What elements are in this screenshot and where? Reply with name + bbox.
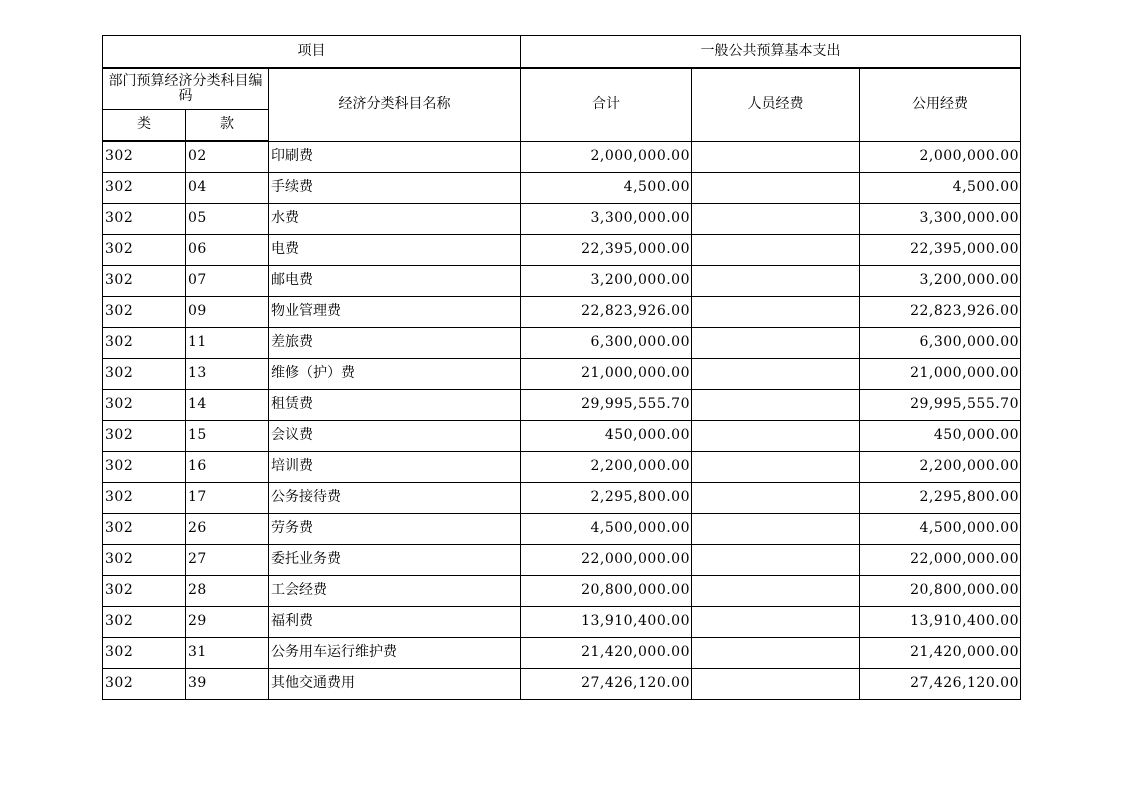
public-cell: 2,000,000.00: [860, 141, 1021, 173]
subject-name-header: 经济分类科目名称: [269, 68, 521, 141]
personnel-cell: [692, 328, 860, 359]
section-cell: 15: [186, 421, 269, 452]
public-cell: 4,500.00: [860, 173, 1021, 204]
dept-code-header: 部门预算经济分类科目编码: [103, 68, 269, 110]
table-row: [103, 669, 1021, 700]
subject-name-cell: 邮电费: [269, 266, 521, 297]
public-cell: 27,426,120.00: [860, 669, 1021, 700]
table-row: [103, 390, 1021, 421]
total-cell: 2,200,000.00: [521, 452, 692, 483]
personnel-cell: [692, 141, 860, 173]
subject-name-cell: 委托业务费: [269, 545, 521, 576]
general-budget-header: 一般公共预算基本支出: [521, 36, 1021, 69]
personnel-cell: [692, 514, 860, 545]
public-cell: 20,800,000.00: [860, 576, 1021, 607]
section-cell: 04: [186, 173, 269, 204]
subject-name-cell: 公务接待费: [269, 483, 521, 514]
personnel-cell: [692, 638, 860, 669]
public-cell: 2,295,800.00: [860, 483, 1021, 514]
table-row: [103, 638, 1021, 669]
table-row: [103, 514, 1021, 545]
public-cell: 21,000,000.00: [860, 359, 1021, 390]
category-cell: 302: [103, 359, 186, 390]
total-cell: 450,000.00: [521, 421, 692, 452]
total-cell: 27,426,120.00: [521, 669, 692, 700]
total-cell: 20,800,000.00: [521, 576, 692, 607]
total-cell: 29,995,555.70: [521, 390, 692, 421]
total-cell: 22,395,000.00: [521, 235, 692, 266]
table-row: [103, 266, 1021, 297]
subject-name-cell: 维修（护）费: [269, 359, 521, 390]
table-row: [103, 204, 1021, 235]
table-row: [103, 607, 1021, 638]
category-cell: 302: [103, 545, 186, 576]
category-cell: 302: [103, 607, 186, 638]
table-row: [103, 452, 1021, 483]
category-cell: 302: [103, 514, 186, 545]
subject-name-cell: 租赁费: [269, 390, 521, 421]
table-row: [103, 141, 1021, 173]
category-cell: 302: [103, 204, 186, 235]
subject-name-cell: 工会经费: [269, 576, 521, 607]
section-cell: 02: [186, 141, 269, 173]
section-cell: 31: [186, 638, 269, 669]
category-cell: 302: [103, 235, 186, 266]
header-row-1: [103, 36, 1021, 69]
section-cell: 06: [186, 235, 269, 266]
personnel-cell: [692, 297, 860, 328]
table-row: [103, 173, 1021, 204]
personnel-cell: [692, 421, 860, 452]
personnel-cell: [692, 235, 860, 266]
public-cell: 450,000.00: [860, 421, 1021, 452]
public-cell: 3,200,000.00: [860, 266, 1021, 297]
section-cell: 29: [186, 607, 269, 638]
category-cell: 302: [103, 576, 186, 607]
public-cell: 22,823,926.00: [860, 297, 1021, 328]
public-cell: 21,420,000.00: [860, 638, 1021, 669]
section-header: 款: [186, 110, 269, 142]
category-cell: 302: [103, 390, 186, 421]
total-cell: 21,420,000.00: [521, 638, 692, 669]
total-cell: 2,295,800.00: [521, 483, 692, 514]
subject-name-cell: 福利费: [269, 607, 521, 638]
section-cell: 17: [186, 483, 269, 514]
personnel-cell: [692, 607, 860, 638]
category-cell: 302: [103, 297, 186, 328]
section-cell: 05: [186, 204, 269, 235]
subject-name-cell: 培训费: [269, 452, 521, 483]
subject-name-cell: 会议费: [269, 421, 521, 452]
public-cell: 3,300,000.00: [860, 204, 1021, 235]
public-cell: 6,300,000.00: [860, 328, 1021, 359]
section-cell: 13: [186, 359, 269, 390]
category-cell: 302: [103, 141, 186, 173]
personnel-cell: [692, 359, 860, 390]
category-cell: 302: [103, 266, 186, 297]
section-cell: 39: [186, 669, 269, 700]
category-header: 类: [103, 110, 186, 142]
table-row: [103, 576, 1021, 607]
total-cell: 6,300,000.00: [521, 328, 692, 359]
section-cell: 16: [186, 452, 269, 483]
subject-name-cell: 手续费: [269, 173, 521, 204]
subject-name-cell: 印刷费: [269, 141, 521, 173]
section-cell: 09: [186, 297, 269, 328]
subject-name-cell: 电费: [269, 235, 521, 266]
public-cell: 4,500,000.00: [860, 514, 1021, 545]
section-cell: 11: [186, 328, 269, 359]
total-cell: 3,300,000.00: [521, 204, 692, 235]
public-cell: 29,995,555.70: [860, 390, 1021, 421]
personnel-cell: [692, 483, 860, 514]
total-cell: 22,000,000.00: [521, 545, 692, 576]
total-cell: 2,000,000.00: [521, 141, 692, 173]
category-cell: 302: [103, 452, 186, 483]
subject-name-cell: 差旅费: [269, 328, 521, 359]
personnel-cell: [692, 669, 860, 700]
personnel-cell: [692, 452, 860, 483]
subject-name-cell: 其他交通费用: [269, 669, 521, 700]
section-cell: 07: [186, 266, 269, 297]
category-cell: 302: [103, 638, 186, 669]
section-cell: 26: [186, 514, 269, 545]
subject-name-cell: 物业管理费: [269, 297, 521, 328]
table-row: [103, 545, 1021, 576]
total-cell: 4,500.00: [521, 173, 692, 204]
public-cell: 22,395,000.00: [860, 235, 1021, 266]
table-row: [103, 483, 1021, 514]
total-cell: 13,910,400.00: [521, 607, 692, 638]
table-row: [103, 235, 1021, 266]
personnel-cell: [692, 266, 860, 297]
total-cell: 21,000,000.00: [521, 359, 692, 390]
table-row: [103, 328, 1021, 359]
total-cell: 3,200,000.00: [521, 266, 692, 297]
public-cell: 13,910,400.00: [860, 607, 1021, 638]
category-cell: 302: [103, 483, 186, 514]
total-cell: 4,500,000.00: [521, 514, 692, 545]
header-row-2: [103, 68, 1021, 110]
table-row: [103, 421, 1021, 452]
section-cell: 28: [186, 576, 269, 607]
personnel-cell: [692, 545, 860, 576]
project-header: 项目: [103, 36, 521, 69]
category-cell: 302: [103, 328, 186, 359]
subject-name-cell: 劳务费: [269, 514, 521, 545]
personnel-header: 人员经费: [692, 68, 860, 141]
subject-name-cell: 水费: [269, 204, 521, 235]
public-cell: 22,000,000.00: [860, 545, 1021, 576]
personnel-cell: [692, 173, 860, 204]
category-cell: 302: [103, 173, 186, 204]
budget-table: [102, 35, 1021, 700]
public-cell: 2,200,000.00: [860, 452, 1021, 483]
category-cell: 302: [103, 669, 186, 700]
personnel-cell: [692, 390, 860, 421]
personnel-cell: [692, 204, 860, 235]
section-cell: 27: [186, 545, 269, 576]
total-header: 合计: [521, 68, 692, 141]
table-row: [103, 359, 1021, 390]
section-cell: 14: [186, 390, 269, 421]
personnel-cell: [692, 576, 860, 607]
category-cell: 302: [103, 421, 186, 452]
table-row: [103, 297, 1021, 328]
public-header: 公用经费: [860, 68, 1021, 141]
total-cell: 22,823,926.00: [521, 297, 692, 328]
subject-name-cell: 公务用车运行维护费: [269, 638, 521, 669]
